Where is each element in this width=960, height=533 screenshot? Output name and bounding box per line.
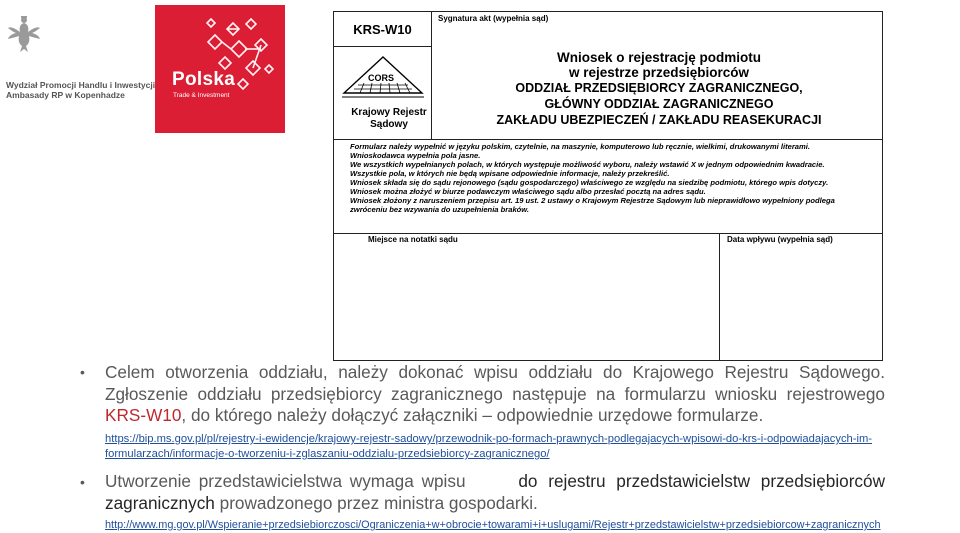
form-title-line-3: ODDZIAŁ PRZEDSIĘBIORCY ZAGRANICZNEGO,: [515, 81, 803, 95]
form-title-line-1: Wniosek o rejestrację podmiotu: [556, 50, 762, 65]
krs-label-line-2: Sądowy: [370, 119, 408, 130]
receipt-date-label: Data wpływu (wypełnia sąd): [727, 235, 833, 244]
link-mg-gov-register[interactable]: http://www.mg.gov.pl/Wspieranie+przedsiebiorczosci/Ograniczenia+w+obrocie+towarami+i+uslugami/Rejestr+przedstawicielstw+przedsiebiorcow+zagranicznych: [105, 519, 881, 531]
instruction-item: Wniosek składa się do sądu rejonowego (sądu gospodarczego) właściwego ze względu na siedzibę podmiotu, którego wpis dotyczy.: [350, 178, 878, 187]
form-title-line-5: ZAKŁADU UBEZPIECZEŃ / ZAKŁADU REASEKURACJI: [496, 113, 822, 127]
krs-w10-form-image: [333, 11, 883, 361]
ministry-line-2: Ambasady RP w Kopenhadze: [6, 90, 125, 100]
paragraph-line: [105, 405, 885, 427]
form-instructions: [334, 139, 882, 234]
krs-label-line-1: Krajowy Rejestr: [351, 107, 427, 118]
bullet-icon: •: [80, 364, 85, 380]
paragraph-line: Celem otworzenia oddziału, należy dokonać wpisu oddziału do Krajowego Rejestru Sądowego.: [105, 362, 885, 382]
ministry-label: [6, 80, 156, 100]
instruction-item: Wniosek można złożyć w biurze podawczym właściwego sądu albo przesłać pocztą na adres sądu.: [350, 187, 878, 196]
bullet-icon: •: [80, 474, 85, 490]
krs-label: [346, 107, 432, 131]
krs-w10-code: KRS-W10: [105, 405, 182, 426]
form-title-line-4: GŁÓWNY ODDZIAŁ ZAGRANICZNEGO: [544, 97, 774, 111]
paragraph-line: [105, 471, 885, 493]
form-signature-label: Sygnatura akt (wypełnia sąd): [438, 14, 549, 23]
paragraph-line: [105, 493, 885, 515]
paragraph-representative-office: [105, 471, 885, 514]
instruction-item: Formularz należy wypełnić w języku polskim, czytelnie, na maszynie, komputerowo lub ręcznie, wielkimi, drukowanymi literami.: [350, 142, 878, 151]
instruction-item: Wniosek złożony z naruszeniem przepisu art. 19 ust. 2 ustawy o Krajowym Rejestrze Sądowym lub nieprawidłowo wypełniony podlega: [350, 196, 878, 205]
instruction-item: Wnioskodawca wypełnia pola jasne.: [350, 151, 878, 160]
paragraph-line: Zgłoszenie oddziału przedsiębiorcy zagranicznego następuje na formularzu wniosku rejestrowego: [105, 383, 885, 404]
instruction-item-continuation: [350, 205, 878, 214]
form-divider: [719, 234, 720, 361]
paragraph-text: , do którego należy dołączyć załączniki – odpowiednie urzędowe formularze.: [181, 405, 764, 426]
polska-tagline: Trade & Investment: [173, 92, 230, 99]
form-title: [434, 50, 884, 128]
cors-logo: [340, 55, 426, 135]
link-bip-ms-line-1[interactable]: https://bip.ms.gov.pl/pl/rejestry-i-ewidencje/krajowy-rejestr-sadowy/przewodnik-po-formach-prawnych-podlegajacych-wpisowi-do-krs-i-odpowiadajacych-im-: [105, 433, 873, 445]
form-title-line-2: w rejestrze przedsiębiorców: [568, 65, 750, 80]
paragraph-text: Utworzenie przedstawicielstwa wymaga wpisu: [105, 471, 474, 491]
link-bip-ms-line-2[interactable]: formularzach/informacje-o-tworzeniu-i-zglaszaniu-oddzialu-przedsiebiorcy-zagranicznego/: [105, 448, 550, 460]
cors-logo-area: [334, 47, 432, 139]
ministry-line-1: Wydział Promocji Handlu i Inwestycji: [6, 80, 156, 90]
court-notes-label: Miejsce na notatki sądu: [368, 235, 458, 244]
instruction-item: Wszystkie pola, w których nie będą wpisane odpowiednie informacje, należy przekreślić.: [350, 169, 878, 178]
polska-trade-investment-logo: [155, 5, 285, 133]
polska-wordmark: Polska: [172, 69, 236, 90]
polish-eagle-emblem: [6, 14, 42, 56]
paragraph-text-emphasis: do rejestru przedstawicielstw przedsiębiorców: [518, 471, 885, 491]
cors-label: CORS: [368, 73, 395, 83]
instruction-item: We wszystkich wypełnianych polach, w których występuje możliwość wyboru, należy wstawić X w jednym odpowiednim kwadracie.: [350, 160, 878, 169]
form-code: KRS-W10: [334, 12, 432, 47]
paragraph-branch-registration: [105, 362, 885, 427]
paragraph-text-emphasis: zagranicznych: [105, 492, 215, 513]
paragraph-text: prowadzonego przez ministra gospodarki.: [214, 492, 538, 513]
instruction-continuation-text: zwróceniu bez wzywania do uzupełnienia braków.: [350, 205, 530, 214]
